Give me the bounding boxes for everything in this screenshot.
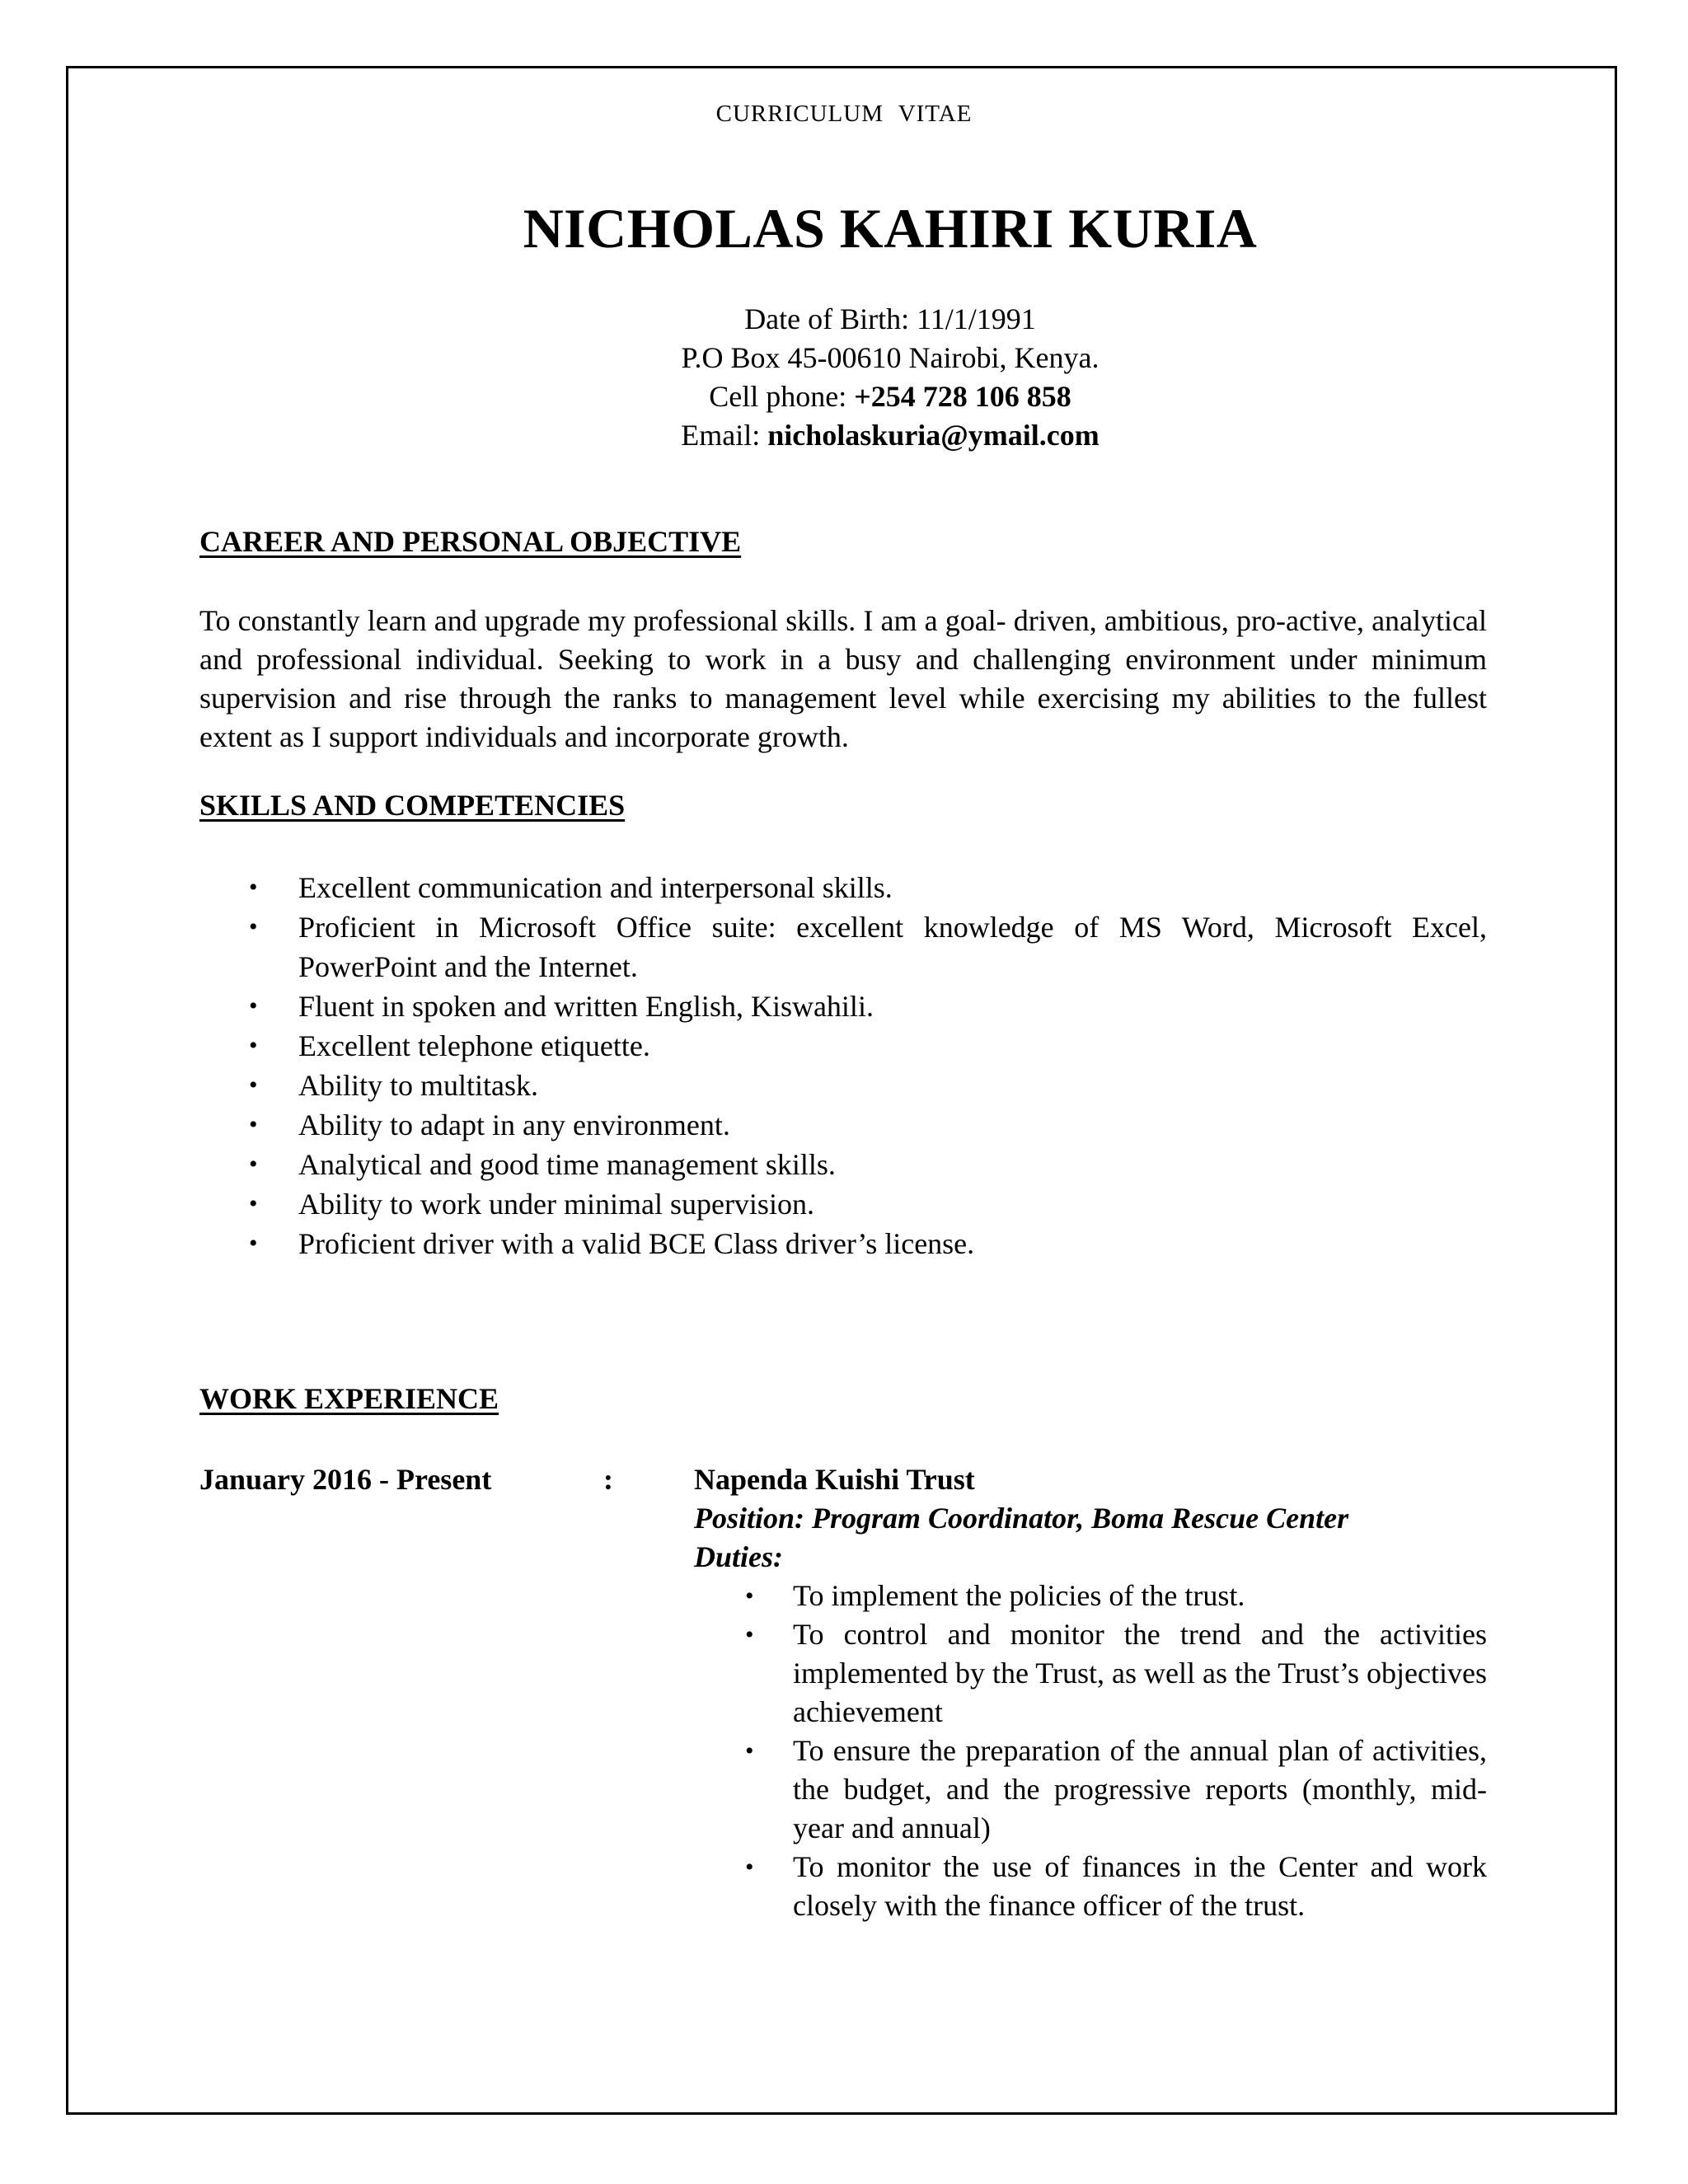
phone-value: +254 728 106 858 [854, 380, 1071, 413]
dob-label: Date of Birth: [744, 302, 910, 335]
skill-item: • Ability to work under minimal supervision. [199, 1184, 1487, 1224]
employer-name: Napenda Kuishi Trust [694, 1463, 975, 1496]
email-value: nicholaskuria@ymail.com [767, 419, 1100, 452]
duty-item: • To implement the policies of the trust. [694, 1577, 1487, 1615]
email [0, 416, 1688, 455]
duty-item: • To control and monitor the trend and the activities implemented by the Trust, as well as the Trust’s objectives achievement [694, 1615, 1487, 1732]
phone-label: Cell phone: [709, 380, 847, 413]
work-separator: : [603, 1463, 613, 1496]
email-label: Email: [681, 419, 761, 452]
cell-phone [0, 377, 1688, 416]
dob-value: 11/1/1991 [917, 302, 1036, 335]
job-position: Position: Program Coordinator, Boma Rescue Center [694, 1502, 1349, 1535]
date-of-birth [0, 300, 1688, 339]
postal-address: P.O Box 45-00610 Nairobi, Kenya. [681, 341, 1100, 374]
skill-item: • Ability to adapt in any environment. [199, 1105, 1487, 1145]
bullet-icon: • [249, 1032, 258, 1059]
work-entry [694, 1460, 1487, 1925]
skills-heading: SKILLS AND COMPETENCIES [199, 789, 626, 822]
bullet-icon: • [249, 1111, 258, 1138]
duties-label: Duties: [694, 1540, 783, 1573]
duty-item: • To monitor the use of finances in the Center and work closely with the finance officer of the trust. [694, 1848, 1487, 1925]
bullet-icon: • [249, 913, 258, 940]
bullet-icon: • [249, 992, 258, 1019]
bullet-icon: • [249, 1071, 258, 1099]
bullet-icon: • [249, 1190, 258, 1217]
duties-list [694, 1577, 1487, 1925]
bullet-icon: • [249, 1151, 258, 1178]
work-period: January 2016 - Present [199, 1463, 492, 1496]
skill-item: • Excellent communication and interpersonal skills. [199, 868, 1487, 907]
bullet-icon: • [249, 1230, 258, 1257]
bullet-icon: • [745, 1854, 754, 1881]
skill-item: • Fluent in spoken and written English, Kiswahili. [199, 987, 1487, 1026]
skill-item: • Analytical and good time management skills. [199, 1145, 1487, 1184]
objective-paragraph: To constantly learn and upgrade my professional skills. I am a goal- driven, ambitious, pro-active, analytical and professional individual. Seeking to work in a busy and challenging environment under minimum supervision and rise through the ranks to management level while exercising my abilities to the fullest extent as I support individuals and incorporate growth. [199, 604, 1487, 753]
bullet-icon: • [249, 874, 258, 901]
bullet-icon: • [745, 1737, 754, 1765]
bullet-icon: • [745, 1621, 754, 1648]
candidate-name: NICHOLAS KAHIRI KURIA [523, 197, 1258, 260]
contact-block [0, 300, 1688, 455]
work-experience-heading: WORK EXPERIENCE [199, 1382, 499, 1415]
duty-item: • To ensure the preparation of the annual plan of activities, the budget, and the progressive reports (monthly, mid-year and annual) [694, 1732, 1487, 1848]
skills-list [199, 868, 1487, 1263]
skill-item: • Proficient driver with a valid BCE Class driver’s license. [199, 1224, 1487, 1263]
bullet-icon: • [745, 1582, 754, 1610]
skill-item: • Excellent telephone etiquette. [199, 1026, 1487, 1066]
objective-heading: CAREER AND PERSONAL OBJECTIVE [199, 525, 742, 558]
skill-item: • Proficient in Microsoft Office suite: excellent knowledge of MS Word, Microsoft Excel, PowerPoint and the Internet. [199, 907, 1487, 987]
document-label: CURRICULUM VITAE [715, 101, 973, 127]
skill-item: • Ability to multitask. [199, 1066, 1487, 1105]
